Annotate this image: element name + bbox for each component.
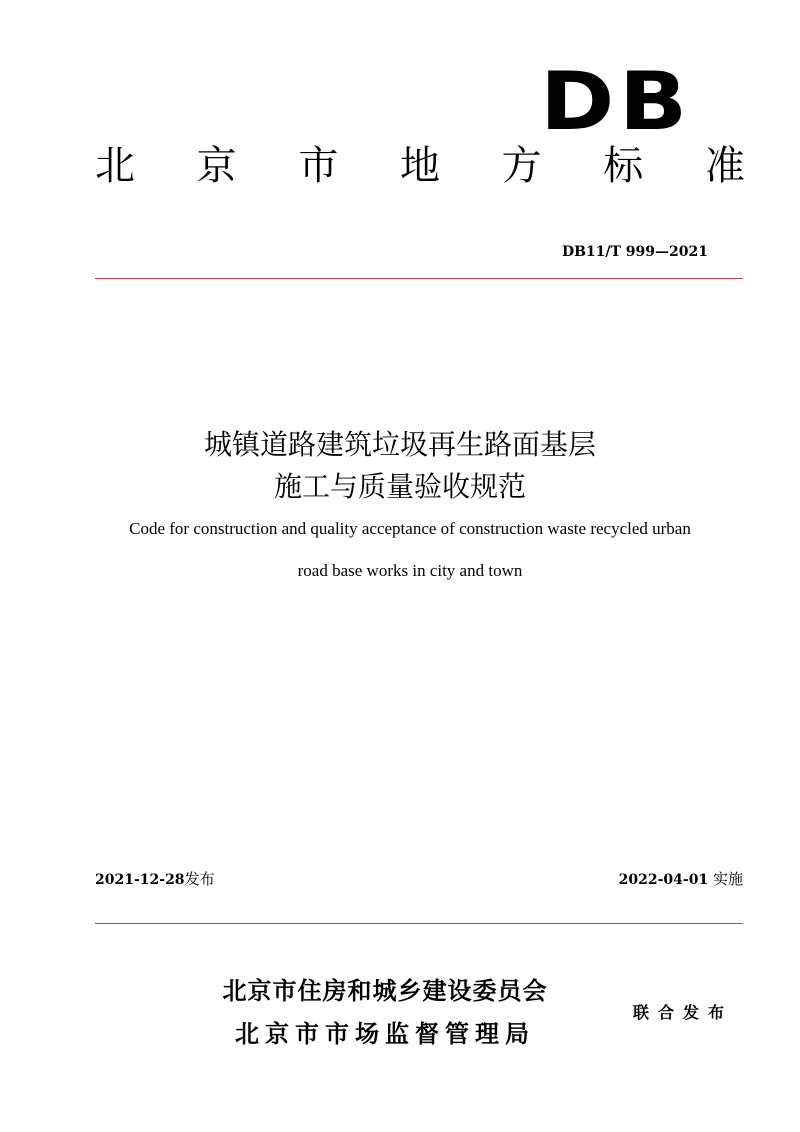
issue-date: 2021-12-28 [95, 872, 185, 888]
standard-type-char: 市 [298, 143, 339, 189]
publisher-agency-1: 北京市住房和城乡建设委员会 [222, 977, 548, 1005]
standard-type-char: 京 [196, 143, 237, 189]
standard-number: DB11/T 999—2021 [561, 244, 708, 260]
title-zh-line1: 城镇道路建筑垃圾再生路面基层 [203, 428, 596, 461]
bottom-divider [95, 923, 743, 924]
joint-publish-label: 联合发布 [633, 1003, 734, 1022]
top-divider [95, 278, 743, 279]
db-logo: DB [540, 55, 692, 148]
standard-type-title [95, 140, 745, 192]
effective-date: 2022-04-01 [618, 872, 709, 888]
standard-type-char: 方 [501, 143, 542, 189]
standard-type-char: 标 [603, 143, 644, 189]
standard-type-char: 北 [95, 143, 135, 189]
title-en-line1: Code for construction and quality acceptance of construction waste recycled urban [129, 519, 691, 538]
title-zh-line2: 施工与质量验收规范 [273, 470, 526, 503]
publisher-agency-2: 北京市市场监督管理局 [235, 1020, 535, 1048]
effective-date-block [619, 868, 743, 891]
standard-type-char: 地 [399, 143, 440, 189]
standard-type-char: 准 [704, 143, 745, 189]
effective-label: 实施 [712, 870, 743, 888]
title-en-line2: road base works in city and town [297, 561, 523, 580]
issue-label: 发布 [184, 870, 215, 888]
issue-date-block [95, 868, 215, 891]
